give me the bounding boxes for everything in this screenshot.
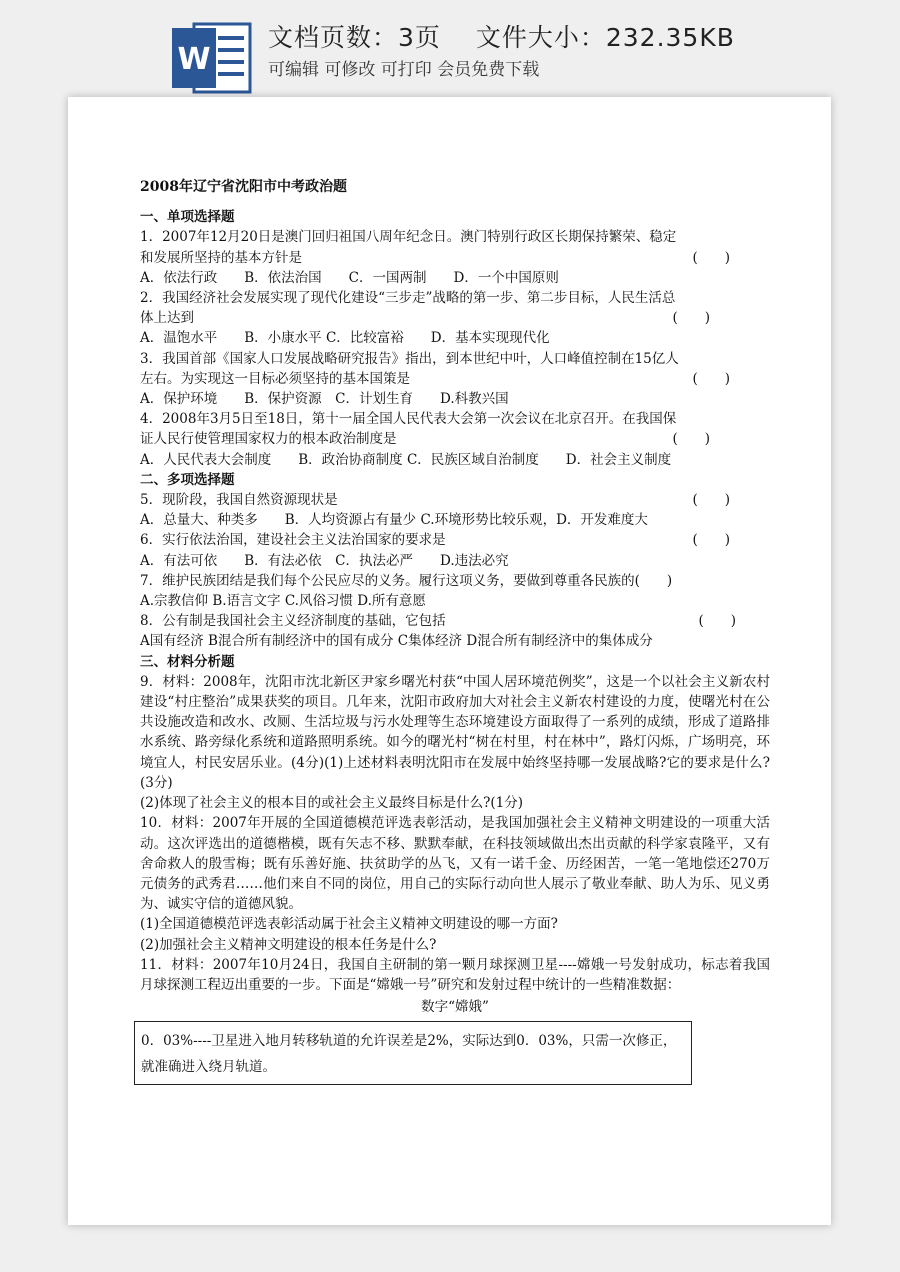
question-4-options: A．人民代表大会制度 B．政治协商制度 C．民族区域自治制度 D．社会主义制度 xyxy=(140,451,672,468)
answer-paren: ( ) xyxy=(698,613,736,630)
question-7-options: A.宗教信仰 B.语言文字 C.风俗习惯 D.所有意愿 xyxy=(140,593,426,610)
question-3-tail: 左右。为实现这一目标必须坚持的基本国策是 xyxy=(140,370,410,387)
data-box-caption: 数字“嫦娥” xyxy=(421,999,489,1016)
question-2-options: A．温饱水平 B．小康水平 C．比较富裕 D．基本实现现代化 xyxy=(140,330,550,347)
question-4-line-2 xyxy=(140,429,770,449)
question-2-tail: 体上达到 xyxy=(140,310,194,327)
question-2-line-1: 2．我国经济社会发展实现了现代化建设“三步走”战略的第一步、第二步目标，人民生活总 xyxy=(140,290,676,307)
question-1-options: A．依法行政 B．依法治国 C．一国两制 D．一个中国原则 xyxy=(140,269,559,286)
question-2-line-2 xyxy=(140,308,770,328)
document-body xyxy=(140,177,770,1085)
question-10-subquestion-2: (2)加强社会主义精神文明建设的根本任务是什么? xyxy=(140,936,437,953)
file-info-title: 文档页数：3页 文件大小：232.35KB xyxy=(268,23,735,52)
question-3-options: A．保护环境 B．保护资源 C．计划生育 D.科教兴国 xyxy=(140,391,509,408)
answer-paren: ( ) xyxy=(672,431,710,448)
question-1-line-1: 1．2007年12月20日是澳门回归祖国八周年纪念日。澳门特别行政区长期保持繁荣、稳定 xyxy=(140,229,677,246)
question-6-text: 6．实行依法治国，建设社会主义法治国家的要求是 xyxy=(140,532,446,549)
word-document-icon xyxy=(172,22,252,94)
question-8-text: 8．公有制是我国社会主义经济制度的基础，它包括 xyxy=(140,613,446,630)
question-3-line-2 xyxy=(140,369,770,389)
answer-paren: ( ) xyxy=(692,249,730,266)
answer-paren: ( ) xyxy=(692,532,730,549)
download-header xyxy=(0,0,900,96)
question-4-line-1: 4．2008年3月5日至18日，第十一届全国人民代表大会第一次会议在北京召开。在我国保 xyxy=(140,411,677,428)
question-3-line-1: 3．我国首部《国家人口发展战略研究报告》指出，到本世纪中叶，人口峰值控制在15亿人 xyxy=(140,350,679,367)
question-1-tail: 和发展所坚持的基本方针是 xyxy=(140,249,302,266)
question-9-subquestion-2: (2)体现了社会主义的根本目的或社会主义最终目标是什么?(1分) xyxy=(140,795,523,812)
svg-text:W: W xyxy=(177,42,211,77)
question-6-options: A．有法可依 B．有法必依 C．执法必严 D.违法必究 xyxy=(140,552,509,569)
question-9-material: 9．材料：2008年，沈阳市沈北新区尹家乡曙光村获“中国人居环境范例奖”，这是一个以社会主义新农村建设“村庄整治”成果获奖的项目。几年来，沈阳市政府加大对社会主义新农村建设的力度，使曙光村在公共设施改造和改水、改厕、生活垃圾与污水处理等生态环境建设方面取得了一系列的成绩，形成了道路排水系统、路旁绿化系统和道路照明系统。如今的曙光村“树在村里，村在林中”，路灯闪烁，广场明亮，环境宜人，村民安居乐业。(4分)(1)上述材料表明沈阳市在发展中始终坚持哪一发展战略?它的要求是什么?(3分) xyxy=(140,673,770,791)
answer-paren: ( ) xyxy=(672,310,710,327)
question-1-line-2 xyxy=(140,248,770,268)
section-heading-multiple-choice: 二、多项选择题 xyxy=(140,471,235,488)
question-5-text: 5．现阶段，我国自然资源现状是 xyxy=(140,492,338,509)
question-10-material: 10．材料：2007年开展的全国道德模范评选表彰活动，是我国加强社会主义精神文明建设的一项重大活动。这次评选出的道德楷模，既有矢志不移、默默奉献，在科技领域做出杰出贡献的科学家袁隆平，又有舍命救人的殷雪梅；既有乐善好施、扶贫助学的丛飞，又有一诺千金、历经困苦，一笔一笔地偿还270万元债务的武秀君……他们来自不同的岗位，用自己的实际行动向世人展示了敬业奉献、助人为乐、见义勇为、诚实守信的道德风貌。 xyxy=(140,815,770,913)
document-title: 2008年辽宁省沈阳市中考政治题 xyxy=(140,179,347,195)
file-info-subtitle: 可编辑 可修改 可打印 会员免费下载 xyxy=(268,60,540,80)
answer-paren: ( ) xyxy=(692,492,730,509)
question-6-line xyxy=(140,530,770,550)
question-4-tail: 证人民行使管理国家权力的根本政治制度是 xyxy=(140,431,397,448)
answer-paren: ( ) xyxy=(692,370,730,387)
question-8-line xyxy=(140,611,770,631)
data-box: 0．03%----卫星进入地月转移轨道的允许误差是2%，实际达到0．03%，只需一次修正，就准确进入绕月轨道。 xyxy=(134,1021,692,1085)
section-heading-material-analysis: 三、材料分析题 xyxy=(140,653,235,670)
question-8-options: A国有经济 B混合所有制经济中的国有成分 C集体经济 D混合所有制经济中的集体成分 xyxy=(140,633,653,650)
question-5-options: A．总量大、种类多 B．人均资源占有量少 C.环境形势比较乐观，D．开发难度大 xyxy=(140,512,648,529)
question-11-material: 11．材料：2007年10月24日，我国自主研制的第一颗月球探测卫星----嫦娥一号发射成功，标志着我国月球探测工程迈出重要的一步。下面是“嫦娥一号”研究和发射过程中统计的一些精准数据： xyxy=(140,956,770,993)
question-5-line xyxy=(140,490,770,510)
question-7-line: 7．维护民族团结是我们每个公民应尽的义务。履行这项义务，要做到尊重各民族的( ) xyxy=(140,572,673,589)
question-10-subquestion-1: (1)全国道德模范评选表彰活动属于社会主义精神文明建设的哪一方面? xyxy=(140,916,558,933)
section-heading-single-choice: 一、单项选择题 xyxy=(140,209,235,226)
document-page xyxy=(68,97,831,1225)
